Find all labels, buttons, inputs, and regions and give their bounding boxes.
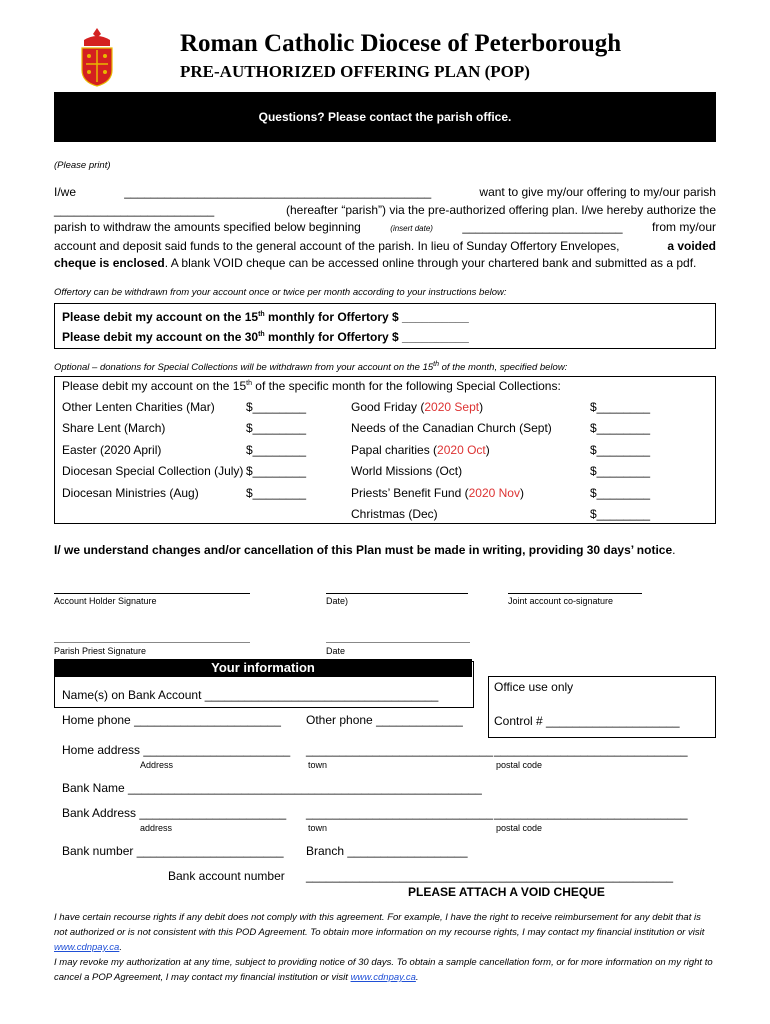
special-collection-amount[interactable]: $________ (246, 421, 307, 435)
special-collection-label: Needs of the Canadian Church (Sept) (351, 421, 552, 435)
cancellation-notice: I/ we understand changes and/or cancellation of this Plan must be made in writing, providing 30 days’ notice. (54, 543, 676, 557)
names-on-account-field[interactable]: Name(s) on Bank Account ___________________________________ (62, 688, 439, 702)
special-collection-label: Diocesan Special Collection (July) (62, 464, 244, 478)
intro-text-4: account and deposit said funds to the general account of the parish. In lieu of Sunday Offertory Envelopes, (54, 238, 620, 253)
postal-caption: postal code (496, 760, 543, 770)
special-collections-heading: Please debit my account on the 15th of the specific month for the following Special Collections: (62, 379, 561, 393)
date-line-2[interactable] (326, 642, 470, 643)
special-collection-amount[interactable]: $________ (590, 443, 651, 457)
cdnpay-link-1[interactable]: www.cdnpay.ca (54, 942, 120, 953)
special-collection-amount[interactable]: $________ (590, 400, 651, 414)
date-line-1[interactable] (326, 593, 468, 594)
account-holder-signature-label: Account Holder Signature (54, 596, 157, 606)
date-label-2: Date (326, 646, 346, 656)
joint-signature-label: Joint account co-signature (508, 596, 614, 606)
special-collections-note: Optional – donations for Special Collections will be withdrawn from your account on the 15th of the month, specified below: (54, 361, 568, 374)
special-collection-label: Share Lent (March) (62, 421, 166, 435)
bank-account-number-field[interactable]: _______________________________________________________ (306, 869, 674, 883)
recourse-rights-paragraph: I have certain recourse rights if any debit does not comply with this agreement. For example, I have the right to receive reimbursement for any debit that is not authorized or is not consistent with this POD Agreement. To obtain more information on my recourse rights, I may contact my financial institution or visit www.cdnpay.ca. (54, 912, 705, 953)
priest-signature-label: Parish Priest Signature (54, 646, 147, 656)
page-subtitle: PRE-AUTHORIZED OFFERING PLAN (POP) (180, 62, 530, 81)
bank-address-caption: address (140, 823, 173, 833)
parishioner-name-blank[interactable]: ______________________________________________ (124, 185, 432, 199)
special-collection-label: Diocesan Ministries (Aug) (62, 486, 199, 500)
special-collection-amount[interactable]: $________ (246, 443, 307, 457)
special-collection-label: Good Friday (2020 Sept) (351, 400, 484, 414)
bank-postal-field[interactable]: _____________________________ (494, 806, 688, 820)
intro-cheque-enclosed: cheque is enclosed (54, 256, 165, 270)
special-collection-amount[interactable]: $________ (590, 507, 651, 521)
special-collection-label: Papal charities (2020 Oct) (351, 443, 490, 457)
home-postal-field[interactable]: _____________________________ (494, 743, 688, 757)
special-collection-label: Easter (2020 April) (62, 443, 162, 457)
diocese-crest-icon (78, 26, 116, 88)
parish-name-blank[interactable]: ________________________ (54, 202, 215, 217)
attach-void-cheque-notice: PLEASE ATTACH A VOID CHEQUE (408, 885, 605, 899)
other-phone-field[interactable]: Other phone _____________ (306, 713, 463, 727)
special-collection-amount[interactable]: $________ (590, 421, 651, 435)
special-collection-label: Christmas (Dec) (351, 507, 438, 521)
bank-postal-caption: postal code (496, 823, 543, 833)
your-info-heading: Your information (54, 659, 472, 677)
office-use-heading: Office use only (494, 680, 574, 694)
home-town-field[interactable]: ____________________________ (306, 743, 493, 757)
special-collection-label: World Missions (Oct) (351, 464, 463, 478)
special-collection-amount[interactable]: $________ (246, 400, 307, 414)
special-collection-label: Other Lenten Charities (Mar) (62, 400, 215, 414)
bank-address-field[interactable]: Bank Address ______________________ (62, 806, 287, 820)
control-number-field[interactable]: Control # ____________________ (494, 714, 680, 728)
priest-signature-line[interactable] (54, 642, 250, 643)
home-address-field[interactable]: Home address ______________________ (62, 743, 291, 757)
bank-name-field[interactable]: Bank Name _____________________________________________________ (62, 781, 482, 795)
page-title: Roman Catholic Diocese of Peterborough (180, 30, 622, 57)
intro-iwe: I/we (54, 185, 77, 199)
bank-town-field[interactable]: ____________________________ (306, 806, 493, 820)
please-print-note: (Please print) (54, 160, 111, 171)
bank-number-field[interactable]: Bank number ______________________ (62, 844, 284, 858)
intro-text-3: parish to withdraw the amounts specified below beginning (54, 220, 361, 234)
offertory-15-line[interactable]: Please debit my account on the 15th monthly for Offertory $ __________ (62, 310, 469, 324)
start-date-blank[interactable]: ________________________ (462, 220, 623, 234)
account-holder-signature-line[interactable] (54, 593, 250, 594)
offertory-30-line[interactable]: Please debit my account on the 30th monthly for Offertory $ __________ (62, 330, 469, 344)
intro-voided-bold: a voided (667, 238, 716, 253)
bank-town-caption: town (308, 823, 328, 833)
town-caption: town (308, 760, 328, 770)
home-phone-field[interactable]: Home phone ______________________ (62, 713, 281, 727)
revocation-paragraph: I may revoke my authorization at any time, subject to providing notice of 30 days. To obtain a sample cancellation form, or for more information on my right to cancel a POP Agreement, I may contact my financial institution or visit www.cdnpay.ca. (54, 957, 713, 983)
special-collection-label: Priests’ Benefit Fund (2020 Nov) (351, 486, 524, 500)
cdnpay-link-2[interactable]: www.cdnpay.ca (350, 972, 416, 983)
contact-bar (54, 92, 716, 142)
bank-account-number-label: Bank account number (168, 869, 285, 883)
branch-field[interactable]: Branch __________________ (306, 844, 468, 858)
insert-date-hint: (insert date) (390, 224, 433, 233)
intro-text-2: (hereafter “parish”) via the pre-authorized offering plan. I/we hereby authorize the (285, 202, 716, 217)
authorization-paragraph (54, 184, 716, 273)
intro-text-3b: from my/our (651, 220, 716, 234)
date-label-1: Date) (326, 596, 349, 606)
special-collection-amount[interactable]: $________ (246, 464, 307, 478)
address-caption: Address (140, 760, 174, 770)
intro-text-1: want to give my/our offering to my/our parish (479, 185, 716, 199)
intro-text-5: . A blank VOID cheque can be accessed online through your chartered bank and submitted as a pdf. (164, 256, 697, 270)
special-collection-amount[interactable]: $________ (246, 486, 307, 500)
special-collection-amount[interactable]: $________ (590, 486, 651, 500)
contact-bar-text: Questions? Please contact the parish office. (258, 110, 512, 124)
joint-signature-line[interactable] (508, 593, 642, 594)
special-collection-amount[interactable]: $________ (590, 464, 651, 478)
offertory-note: Offertory can be withdrawn from your account once or twice per month according to your instructions below: (54, 287, 507, 298)
